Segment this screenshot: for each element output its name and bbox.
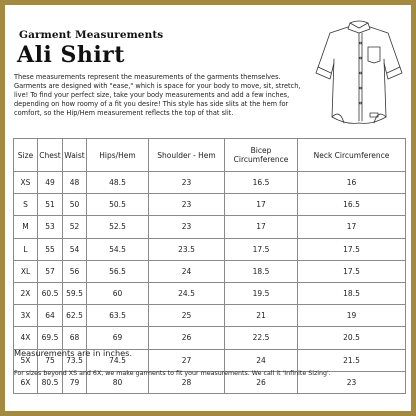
table-cell: 17.5: [298, 238, 406, 260]
table-cell: 23: [149, 194, 225, 216]
table-cell: 19: [298, 305, 406, 327]
table-row: [14, 282, 406, 304]
table-cell: 27: [149, 349, 225, 371]
table-cell: 17: [225, 216, 298, 238]
table-cell: 17.5: [298, 260, 406, 282]
table-cell: 16.5: [225, 172, 298, 194]
table-cell: 25: [149, 305, 225, 327]
table-cell: 16: [298, 172, 406, 194]
table-cell: 5X: [14, 349, 38, 371]
table-cell: 17.5: [225, 238, 298, 260]
table-cell: 50.5: [87, 194, 149, 216]
table-cell: 21: [225, 305, 298, 327]
table-cell: 18.5: [225, 260, 298, 282]
subtitle: Garment Measurements: [19, 29, 164, 41]
table-cell: 55: [38, 238, 63, 260]
table-row: [14, 260, 406, 282]
table-cell: 24: [225, 349, 298, 371]
table-cell: 57: [38, 260, 63, 282]
table-cell: 50: [63, 194, 87, 216]
table-cell: 68: [63, 327, 87, 349]
table-cell: 17: [298, 216, 406, 238]
table-cell: 48.5: [87, 172, 149, 194]
table-cell: 3X: [14, 305, 38, 327]
table-cell: 16.5: [298, 194, 406, 216]
table-cell: 23: [149, 216, 225, 238]
table-cell: 17: [225, 194, 298, 216]
table-row: [14, 327, 406, 349]
page-title: Ali Shirt: [17, 42, 125, 68]
table-cell: 75: [38, 349, 63, 371]
table-cell: 80.5: [38, 371, 63, 393]
table-cell: XL: [14, 260, 38, 282]
table-cell: 53: [38, 216, 63, 238]
table-cell: 64: [38, 305, 63, 327]
table-cell: 23.5: [149, 238, 225, 260]
table-cell: 49: [38, 172, 63, 194]
table-cell: 63.5: [87, 305, 149, 327]
table-cell: 60: [87, 282, 149, 304]
sizing-note: For sizes beyond XS and 6X, we make garments to fit your measurements. We call it 'Infinite Sizing'.: [14, 370, 331, 377]
table-cell: 69: [87, 327, 149, 349]
table-cell: M: [14, 216, 38, 238]
column-header: Size: [14, 139, 38, 172]
table-cell: 62.5: [63, 305, 87, 327]
table-cell: 23: [298, 371, 406, 393]
column-header: Shoulder - Hem: [149, 139, 225, 172]
table-row: [14, 305, 406, 327]
column-header: Chest: [38, 139, 63, 172]
units-note: Measurements are in inches.: [14, 348, 133, 358]
table-cell: 69.5: [38, 327, 63, 349]
column-header: Neck Circumference: [298, 139, 406, 172]
table-row: [14, 172, 406, 194]
table-cell: 4X: [14, 327, 38, 349]
table-cell: 21.5: [298, 349, 406, 371]
table-cell: 6X: [14, 371, 38, 393]
table-cell: 56.5: [87, 260, 149, 282]
table-cell: 52: [63, 216, 87, 238]
table-cell: 56: [63, 260, 87, 282]
table-row: [14, 216, 406, 238]
table-cell: 2X: [14, 282, 38, 304]
table-cell: 23: [149, 172, 225, 194]
table-cell: 74.5: [87, 349, 149, 371]
column-header: Hips/Hem: [87, 139, 149, 172]
table-cell: 79: [63, 371, 87, 393]
table-cell: XS: [14, 172, 38, 194]
table-cell: L: [14, 238, 38, 260]
table-cell: 26: [225, 371, 298, 393]
table-cell: 20.5: [298, 327, 406, 349]
table-row: [14, 194, 406, 216]
column-header: Bicep Circumference: [225, 139, 298, 172]
table-cell: 80: [87, 371, 149, 393]
table-cell: 51: [38, 194, 63, 216]
table-cell: 22.5: [225, 327, 298, 349]
table-header-row: [14, 139, 406, 172]
table-cell: 24: [149, 260, 225, 282]
size-chart-card: [5, 5, 411, 411]
table-cell: S: [14, 194, 38, 216]
table-cell: 24.5: [149, 282, 225, 304]
table-cell: 59.5: [63, 282, 87, 304]
intro-paragraph: These measurements represent the measurements of the garments themselves. Garments are designed with "ease," which is space for your body to move, sit, stretch, live! To find your perfect size, take your body measurements and add a few inches, depending on how roomy of a fit you desire! This style has side slits at the hem for comfort, so the Hip/Hem measurement reflects the top of that slit.: [14, 73, 301, 117]
table-cell: 26: [149, 327, 225, 349]
table-cell: 52.5: [87, 216, 149, 238]
column-header: Waist: [63, 139, 87, 172]
table-cell: 28: [149, 371, 225, 393]
table-row: [14, 238, 406, 260]
table-cell: 54.5: [87, 238, 149, 260]
shirt-sketch-icon: [312, 13, 406, 137]
table-cell: 18.5: [298, 282, 406, 304]
table-cell: 60.5: [38, 282, 63, 304]
table-cell: 19.5: [225, 282, 298, 304]
table-cell: 73.5: [63, 349, 87, 371]
table-cell: 54: [63, 238, 87, 260]
table-cell: 48: [63, 172, 87, 194]
